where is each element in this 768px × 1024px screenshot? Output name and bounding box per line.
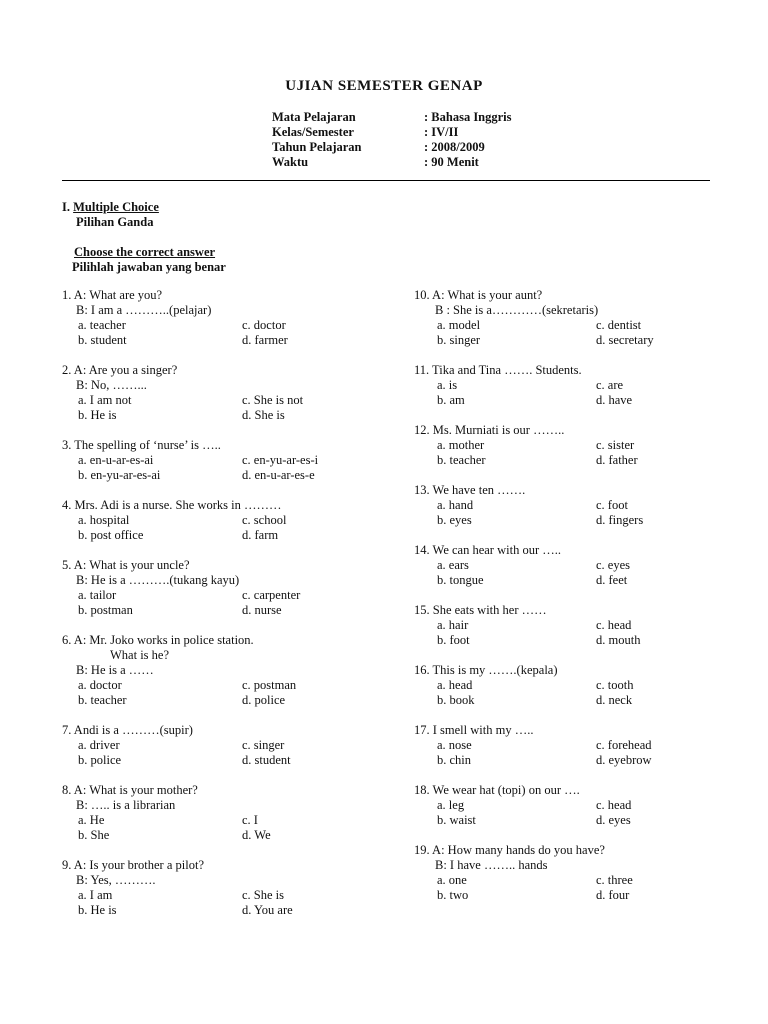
option-row [62,393,402,408]
question-text: 2. A: Are you a singer? [62,363,178,377]
question-item [414,723,714,768]
question-item [414,363,714,408]
answer-option: b. student [78,333,127,347]
page-title: UJIAN SEMESTER GENAP [285,78,483,94]
info-row-year [272,140,512,155]
option-row [414,798,714,813]
question-text: 7. Andi is a ………(supir) [62,723,193,737]
answer-options [62,318,402,348]
answer-option: c. school [242,513,287,527]
question-item [414,663,714,708]
answer-option: d. police [242,693,286,707]
option-row [414,753,714,768]
question-text: 9. A: Is your brother a pilot? [62,858,204,872]
option-row [414,318,714,333]
question-text: 11. Tika and Tina ……. Students. [414,363,582,377]
question-line: B: ….. is a librarian [76,798,176,812]
answer-options [62,813,402,843]
option-row [414,498,714,513]
question-item [62,783,402,843]
option-row [62,453,402,468]
answer-options [62,393,402,423]
questions-right-column [414,288,714,918]
answer-option: d. neck [596,693,633,707]
answer-option: b. teacher [78,693,127,707]
answer-option: a. leg [437,798,465,812]
answer-options [414,498,714,528]
answer-option: a. nose [437,738,472,752]
answer-options [62,888,402,918]
answer-options [414,798,714,828]
question-item [414,483,714,528]
answer-option: c. postman [242,678,297,692]
answer-option: a. tailor [78,588,117,602]
section-subtitle: Pilihan Ganda [76,215,154,229]
answer-option: b. tongue [437,573,484,587]
section-title: Multiple Choice [73,200,159,214]
question-line: B: Yes, ………. [76,873,156,887]
answer-option: c. three [596,873,633,887]
answer-options [62,513,402,543]
question-text: 12. Ms. Murniati is our …….. [414,423,565,437]
question-line: B : She is a…………(sekretaris) [435,303,599,317]
question-item [414,543,714,588]
answer-option: a. driver [78,738,120,752]
section-number: I. [62,200,70,214]
question-item [62,363,402,423]
answer-option: d. student [242,753,291,767]
option-row [414,573,714,588]
info-row-subject [272,110,512,125]
answer-option: c. dentist [596,318,642,332]
answer-options [62,678,402,708]
question-item [62,558,402,618]
info-row-class [272,125,512,140]
answer-option: c. forehead [596,738,652,752]
answer-option: a. hand [437,498,474,512]
question-item [414,288,714,348]
answer-option: c. carpenter [242,588,301,602]
question-text: 15. She eats with her …… [414,603,547,617]
answer-option: a. ears [437,558,469,572]
answer-option: b. en-yu-ar-es-ai [78,468,161,482]
exam-info [272,110,512,170]
question-item [62,723,402,768]
questions-left-column [62,288,402,933]
answer-option: c. She is [242,888,285,902]
answer-option: d. nurse [242,603,282,617]
answer-option: b. postman [78,603,133,617]
answer-option: a. teacher [78,318,126,332]
answer-options [414,738,714,768]
question-item [414,783,714,828]
option-row [62,693,402,708]
option-row [62,888,402,903]
answer-option: a. mother [437,438,485,452]
answer-option: d. feet [596,573,628,587]
answer-option: c. eyes [596,558,631,572]
option-row [62,678,402,693]
question-item [414,423,714,468]
info-value: : IV/II [424,125,459,139]
answer-option: c. foot [596,498,628,512]
answer-option: b. two [437,888,469,902]
question-line: B: I am a ………..(pelajar) [76,303,212,317]
answer-option: b. police [78,753,122,767]
info-row-time [272,155,512,170]
option-row [414,438,714,453]
answer-options [414,378,714,408]
header-divider [62,180,710,181]
option-row [62,813,402,828]
instruction-translation: Pilihlah jawaban yang benar [72,260,226,274]
question-line: B: No, ……... [76,378,147,392]
answer-option: a. head [437,678,473,692]
question-text: 6. A: Mr. Joko works in police station. [62,633,254,647]
question-item [62,633,402,708]
answer-option: d. fingers [596,513,644,527]
question-line: B: He is a …… [76,663,154,677]
option-row [62,753,402,768]
answer-option: d. secretary [596,333,654,347]
answer-option: a. hospital [78,513,130,527]
answer-option: b. He is [78,408,117,422]
answer-option: c. I [242,813,258,827]
option-row [62,603,402,618]
answer-option: a. one [437,873,467,887]
option-row [414,693,714,708]
answer-option: d. farm [242,528,279,542]
question-text: 5. A: What is your uncle? [62,558,190,572]
question-item [62,438,402,483]
question-item [62,858,402,918]
answer-option: d. eyes [596,813,631,827]
info-label: Mata Pelajaran [272,110,356,124]
option-row [414,558,714,573]
option-row [414,873,714,888]
answer-options [414,318,714,348]
question-line: B: He is a ……….(tukang kayu) [76,573,240,587]
question-text: 19. A: How many hands do you have? [414,843,605,857]
answer-option: d. four [596,888,630,902]
answer-option: b. am [437,393,465,407]
answer-option: b. singer [437,333,481,347]
answer-options [414,558,714,588]
answer-options [414,618,714,648]
option-row [414,618,714,633]
answer-option: d. We [242,828,271,842]
instruction: Choose the correct answer [74,245,216,259]
option-row [414,378,714,393]
answer-options [414,678,714,708]
answer-option: d. She is [242,408,285,422]
answer-option: d. You are [242,903,293,917]
option-row [62,408,402,423]
answer-option: b. teacher [437,453,486,467]
option-row [62,738,402,753]
info-label: Tahun Pelajaran [272,140,362,154]
question-text: 1. A: What are you? [62,288,163,302]
answer-option: d. farmer [242,333,288,347]
section-heading [62,200,159,215]
info-label: Kelas/Semester [272,125,354,139]
answer-option: c. head [596,798,632,812]
question-item [62,288,402,348]
answer-option: d. en-u-ar-es-e [242,468,315,482]
question-item [62,498,402,543]
option-row [62,528,402,543]
answer-option: c. singer [242,738,285,752]
answer-option: a. model [437,318,481,332]
option-row [414,333,714,348]
question-line: B: I have …….. hands [435,858,548,872]
answer-option: a. doctor [78,678,122,692]
answer-option: b. book [437,693,475,707]
option-row [62,468,402,483]
answer-options [62,588,402,618]
option-row [414,633,714,648]
answer-option: a. I am not [78,393,132,407]
option-row [414,888,714,903]
question-text: 8. A: What is your mother? [62,783,198,797]
answer-option: d. father [596,453,638,467]
answer-option: b. post office [78,528,144,542]
option-row [62,333,402,348]
answer-option: a. He [78,813,105,827]
option-row [62,318,402,333]
answer-options [62,738,402,768]
option-row [414,738,714,753]
answer-option: d. have [596,393,633,407]
answer-options [414,438,714,468]
question-text: 13. We have ten ……. [414,483,526,497]
option-row [414,393,714,408]
answer-option: a. hair [437,618,469,632]
answer-option: a. en-u-ar-es-ai [78,453,154,467]
question-item [414,603,714,648]
info-label: Waktu [272,155,309,169]
question-text: 10. A: What is your aunt? [414,288,543,302]
answer-option: b. eyes [437,513,472,527]
answer-option: c. doctor [242,318,286,332]
option-row [62,903,402,918]
answer-option: c. sister [596,438,635,452]
answer-option: c. She is not [242,393,304,407]
answer-option: d. eyebrow [596,753,652,767]
question-item [414,843,714,903]
option-row [414,453,714,468]
answer-option: c. head [596,618,632,632]
answer-option: c. tooth [596,678,634,692]
answer-option: a. I am [78,888,113,902]
option-row [414,678,714,693]
answer-option: a. is [437,378,458,392]
question-line: What is he? [110,648,170,662]
question-text: 3. The spelling of ‘nurse’ is ….. [62,438,221,452]
option-row [414,513,714,528]
info-value: : 2008/2009 [424,140,485,154]
option-row [62,588,402,603]
option-row [414,813,714,828]
option-row [62,828,402,843]
answer-options [62,453,402,483]
answer-option: d. mouth [596,633,641,647]
question-text: 14. We can hear with our ….. [414,543,561,557]
answer-option: c. en-yu-ar-es-i [242,453,319,467]
info-value: : Bahasa Inggris [424,110,512,124]
answer-option: b. foot [437,633,470,647]
answer-option: b. She [78,828,110,842]
answer-option: b. He is [78,903,117,917]
answer-option: c. are [596,378,624,392]
question-text: 17. I smell with my ….. [414,723,534,737]
question-text: 16. This is my …….(kepala) [414,663,558,677]
answer-options [414,873,714,903]
answer-option: b. chin [437,753,472,767]
option-row [62,513,402,528]
question-text: 18. We wear hat (topi) on our …. [414,783,580,797]
info-value: : 90 Menit [424,155,479,169]
answer-option: b. waist [437,813,476,827]
question-text: 4. Mrs. Adi is a nurse. She works in ……… [62,498,282,512]
